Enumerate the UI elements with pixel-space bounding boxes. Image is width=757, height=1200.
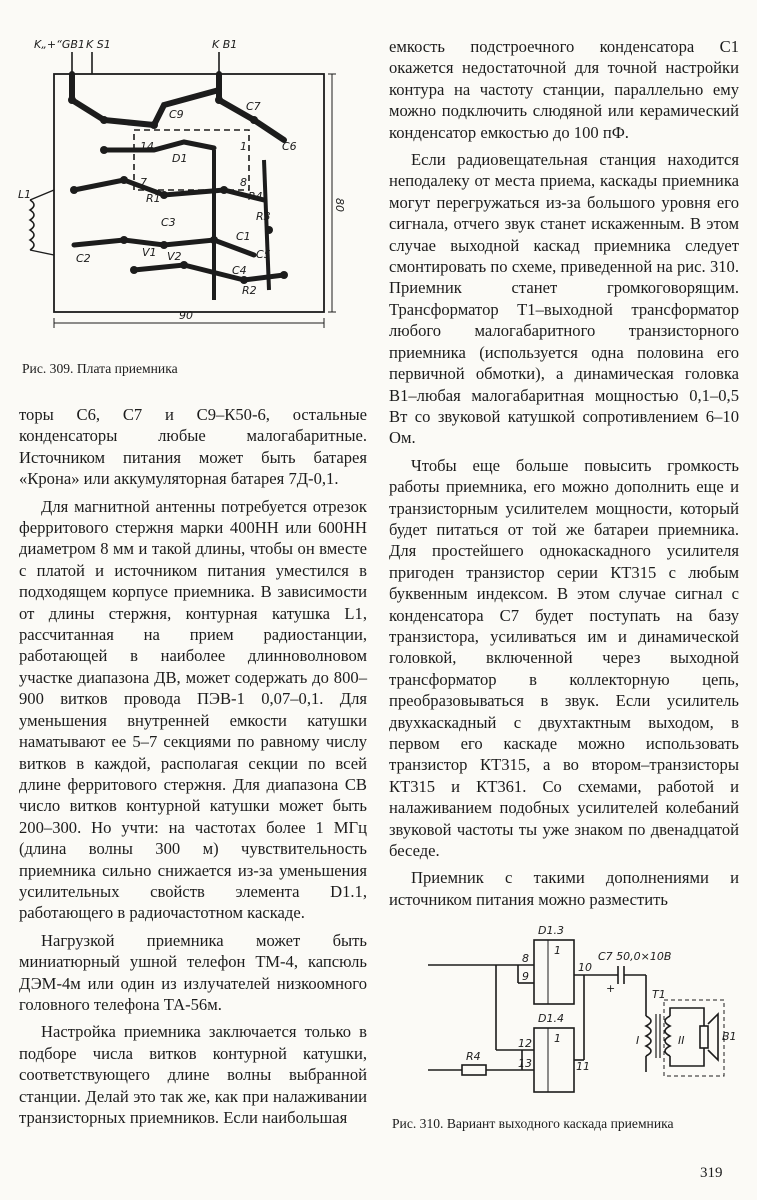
- label-l1: L1: [18, 188, 32, 201]
- board-label-gb1: K„+“GB1: [34, 38, 85, 51]
- label-d1: D1: [172, 152, 188, 165]
- b1-label: В1: [722, 1030, 737, 1043]
- dim-height: 80: [333, 198, 346, 212]
- paragraph: Нагрузкой приемника может быть миниатюрный ушной телефон ТМ-4, капсюль ДЭМ-4м или один из излучателей низкоомного головного телефона ТА-56м.: [19, 930, 367, 1014]
- label-v1: V1: [142, 246, 157, 259]
- label-pin-7: 7: [140, 176, 147, 189]
- label-c2: C2: [76, 252, 91, 265]
- figure-310-caption: Рис. 310. Вариант выходного каскада приемника: [392, 1116, 674, 1131]
- label-r4: R4: [248, 190, 263, 203]
- label-r1: R1: [146, 192, 161, 205]
- label-pin-14: 14: [140, 140, 154, 153]
- board-label-s1: K S1: [86, 38, 111, 51]
- label-r2: R2: [242, 284, 257, 297]
- page-number: 319: [700, 1165, 723, 1181]
- label-c4: C4: [232, 264, 247, 277]
- paragraph: Настройка приемника заключается только в подборе числа витков контурной катушки, соответствующего длине волны выбранной станции. Делай это так же, как при налаживании транзисторных приемников. Если наибольшая: [19, 1022, 367, 1127]
- label-c3: C3: [161, 216, 176, 229]
- pin-12: 12: [518, 1037, 532, 1050]
- pin-8: 8: [522, 952, 529, 965]
- paragraph: Для магнитной антенны потребуется отрезок ферритового стержня марки 400НН или 600НН диаметром 8 мм и такой длины, чтобы он вместе с платой и источником питания уместился в подходящем корпусе приемника. В зависимости от длины стержня, контурная катушка L1, рассчитанная на прием радиостанции, работающей в наиболее длинноволновом участке диапазона ДВ, может содержать до 800–900 витков провода ПЭВ-1 0,07–0,1. Для уменьшения внутренней емкости катушки наматывают ее 5–7 секциями по равному числу витков в каждой, располагая секции по всей длине ферритового стержня. Для диапазона СВ число витков контурной катушки может быть 200–300. Но учти: на частотах более 1 МГц (длина волны 300 м) чувствительность приемника сильно снижается из-за уменьшения усилительных свойств элемента D1.1, работающего в радиочастотном каскаде.: [19, 496, 367, 923]
- winding-2-label: II: [678, 1034, 685, 1047]
- r4-label: R4: [466, 1050, 481, 1063]
- label-pin-8: 8: [240, 176, 247, 189]
- c7-label: C7 50,0×10В: [598, 950, 672, 963]
- board-label-b1: K B1: [212, 38, 238, 51]
- label-c6: C6: [282, 140, 297, 153]
- c7-plus: +: [606, 982, 616, 995]
- pin-13: 13: [518, 1057, 532, 1070]
- paragraph: Чтобы еще больше повысить громкость работы приемника, его можно дополнить еще и транзисторным усилителем мощности, который будет питаться от той же батареи приемника. Для простейшего однокаскадного усилителя пригоден транзистор серии КТ315 с любым буквенным индексом. В этом случае сигнал с конденсатора С7 будет поступать на базу транзистора, усиливаться им и динамической головкой, включенной через выходной трансформатор в коллекторную цепь, преобразовываться в звук. Если усилитель двухкаскадный с двухтактным выходом, в первом его каскаде можно использовать транзистор КТ315, а во втором–транзисторы КТ315 и КТ361. Со схемами, работой и налаживанием подобных усилителей колебаний звуковой частоты ты уже знаком по двенадцатой беседе.: [389, 455, 739, 861]
- label-c9: C9: [169, 108, 184, 121]
- paragraph: торы С6, С7 и С9–К50-6, остальные конденсаторы любые малогабаритные. Источником питания может быть батарея «Крона» или аккумуляторная батарея 7Д-0,1.: [19, 405, 367, 489]
- right-column: [389, 36, 739, 910]
- gate-d14-label: D1.4: [538, 1012, 564, 1025]
- pin-9: 9: [522, 970, 529, 983]
- gate-d13-symbol: 1: [554, 944, 561, 957]
- label-r3: R3: [256, 210, 271, 223]
- receiver-board-figure: [14, 30, 346, 330]
- winding-1-label: I: [636, 1034, 640, 1047]
- paragraph: Приемник с такими дополнениями и источником питания можно разместить: [389, 868, 739, 909]
- label-v2: V2: [167, 250, 182, 263]
- label-c1: C1: [236, 230, 251, 243]
- label-c7: C7: [246, 100, 261, 113]
- gate-d13-label: D1.3: [538, 924, 564, 937]
- pin-10: 10: [578, 961, 592, 974]
- figure-309-caption: Рис. 309. Плата приемника: [22, 361, 178, 376]
- t1-label: Т1: [652, 988, 666, 1001]
- paragraph: емкость подстроечного конденсатора С1 окажется недостаточной для точной настройки контура на частоту станции, параллельно ему можно подключить слюдяной или керамический конденсатор емкостью до 100 пФ.: [389, 37, 739, 142]
- dim-width: 90: [179, 309, 193, 322]
- label-c5: C5: [256, 248, 271, 261]
- gate-d14-symbol: 1: [554, 1032, 561, 1045]
- output-stage-schematic: [388, 920, 743, 1110]
- label-pin-1: 1: [240, 140, 247, 153]
- pin-11: 11: [576, 1060, 590, 1073]
- paragraph: Если радиовещательная станция находится неподалеку от места приема, каскады приемника могут перегружаться из-за большого уровня его сигнала, отчего звук станет искаженным. В этом случае выходной каскад приемника следует смонтировать по схеме, приведенной на рис. 310. Приемник станет громкоговорящим. Трансформатор Т1–выходной трансформатор любого малогабаритного транзисторного приемника (используется одна половина его первичной обмотки), а динамическая головка В1–любая малогабаритная мощностью 0,1–0,5 Вт со звуковой катушкой сопротивлением 6–10 Ом.: [389, 150, 739, 448]
- left-column: [19, 404, 367, 1128]
